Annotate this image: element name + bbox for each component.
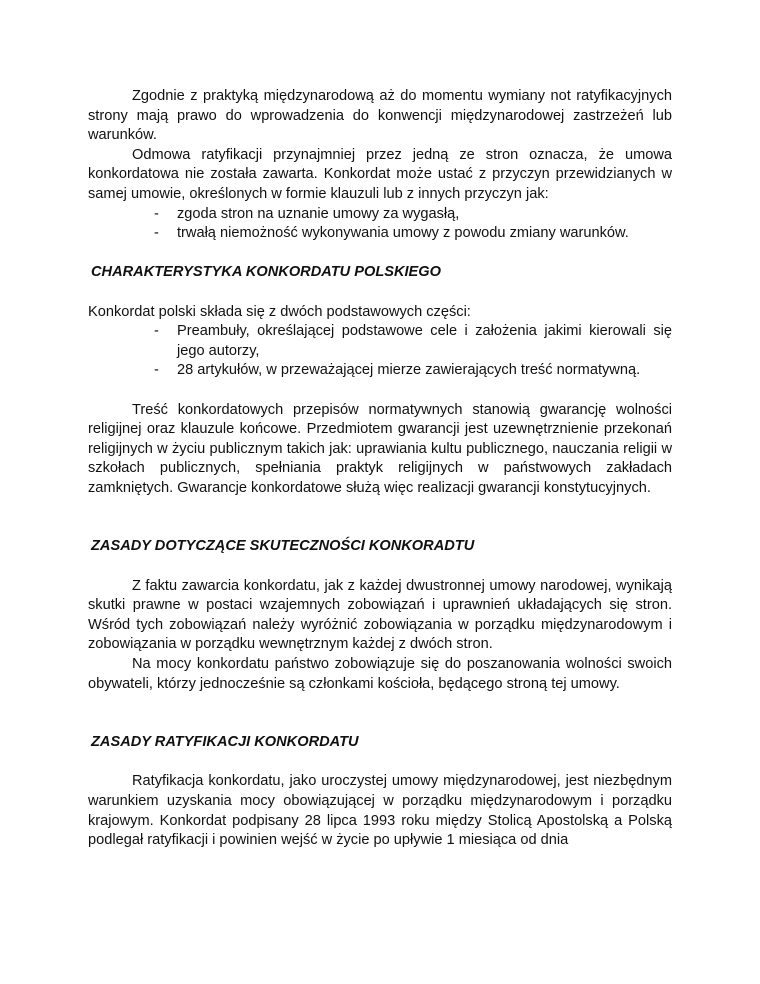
- paragraph-structure-intro: Konkordat polski składa się z dwóch podstawowych części:: [88, 303, 471, 320]
- list-item-text: zgoda stron na uznanie umowy za wygasłą,: [177, 205, 460, 222]
- dash-bullet: -: [154, 323, 159, 340]
- paragraph-guarantees: Treść konkordatowych przepisów normatywnych stanowią gwarancję wolności religijnej oraz klauzule końcowe. Przedmiotem gwarancji jest uzewnętrznienie przekonań religijnych w życiu publicznym takich jak: uprawiania kultu publicznego, nauczania religii w szkołach publicznych, spełniania praktyk religijnych w państwowych zakładach zamkniętych. Gwarancje konkordatowe służą więc realizacji gwarancji konstytucyjnych.: [88, 401, 672, 496]
- paragraph-ratification: Ratyfikacja konkordatu, jako uroczystej umowy międzynarodowej, jest niezbędnym warunkiem uzyskania mocy obowiązującej w porządku międzynarodowym i porządku krajowym. Konkordat podpisany 28 lipca 1993 roku między Stolicą Apostolską a Polską podlegał ratyfikacji i powinien wejść w życie po upływie 1 miesiąca od dnia: [88, 773, 672, 849]
- list-item: [88, 205, 672, 225]
- list-item-text: trwałą niemożność wykonywania umowy z powodu zmiany warunków.: [177, 225, 629, 242]
- concordat-parts-list: [88, 322, 672, 381]
- paragraph-state-obligations: Na mocy konkordatu państwo zobowiązuje się do poszanowania wolności swoich obywateli, którzy jednocześnie są członkami kościoła, będącego stroną tej umowy.: [88, 656, 672, 692]
- paragraph-reservations: Zgodnie z praktyką międzynarodową aż do momentu wymiany not ratyfikacyjnych strony mają prawo do wprowadzenia do konwencji międzynarodowej zastrzeżeń lub warunków.: [88, 88, 672, 144]
- list-item: [88, 361, 672, 381]
- list-item: [88, 322, 672, 361]
- section-heading-ratification: ZASADY RATYFIKACJI KONKORDATU: [91, 734, 359, 751]
- dash-bullet: -: [154, 362, 159, 379]
- list-item: [88, 224, 672, 244]
- termination-reasons-list: [88, 205, 672, 244]
- document-page: [88, 87, 672, 851]
- section-heading-effectiveness: ZASADY DOTYCZĄCE SKUTECZNOŚCI KONKORADTU: [91, 538, 475, 555]
- paragraph-legal-effects: Z faktu zawarcia konkordatu, jak z każdej dwustronnej umowy narodowej, wynikają skutki prawne w postaci wzajemnych zobowiązań i uprawnień układających się stron. Wśród tych zobowiązań należy wyróżnić zobowiązania w porządku międzynarodowym i zobowiązania w porządku wewnętrznym każdej z dwóch stron.: [88, 577, 672, 653]
- paragraph-refusal: Odmowa ratyfikacji przynajmniej przez jedną ze stron oznacza, że umowa konkordatowa nie została zawarta. Konkordat może ustać z przyczyn przewidzianych w samej umowie, określonych w formie klauzuli lub z innych przyczyn jak:: [88, 146, 672, 202]
- section-heading-characteristics: CHARAKTERYSTYKA KONKORDATU POLSKIEGO: [91, 264, 441, 281]
- dash-bullet: -: [154, 205, 159, 222]
- list-item-text: 28 artykułów, w przeważającej mierze zawierających treść normatywną.: [177, 362, 641, 379]
- dash-bullet: -: [154, 225, 159, 242]
- list-item-text: Preambuły, określającej podstawowe cele i założenia jakimi kierowali się jego autorzy,: [177, 323, 672, 359]
